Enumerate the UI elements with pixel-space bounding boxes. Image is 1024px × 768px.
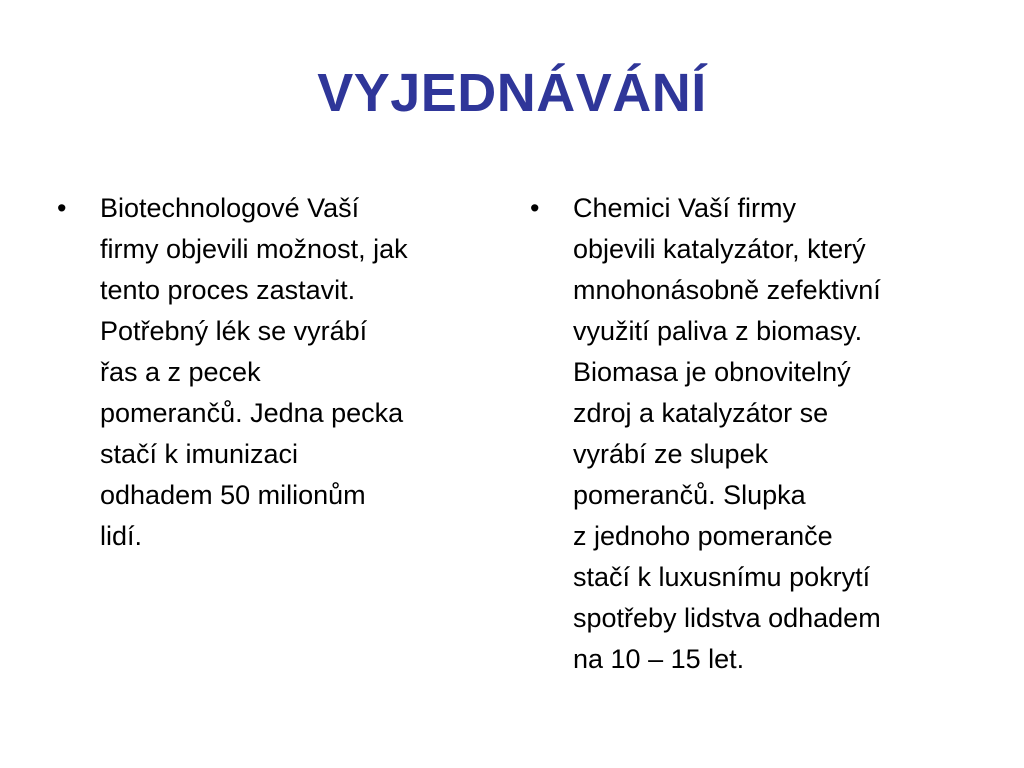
text-line: objevili katalyzátor, který — [573, 234, 866, 264]
text-line: vyrábí ze slupek — [573, 439, 769, 469]
bullet-item-left — [57, 188, 502, 557]
right-column — [530, 188, 970, 680]
text-line: na 10 – 15 let. — [573, 644, 745, 674]
text-line: z jednoho pomeranče — [573, 521, 833, 551]
text-line: pomerančů. Jedna pecka — [100, 398, 404, 428]
text-line: využití paliva z biomasy. — [573, 316, 863, 346]
text-line: řas a z pecek — [100, 357, 261, 387]
bullet-icon: • — [530, 193, 540, 223]
text-line: mnohonásobně zefektivní — [573, 275, 881, 305]
bullet-icon: • — [57, 193, 67, 223]
text-line: stačí k luxusnímu pokrytí — [573, 562, 871, 592]
text-line: Biotechnologové Vaší — [100, 193, 360, 223]
bullet-text-left — [100, 188, 502, 557]
text-line: stačí k imunizaci — [100, 439, 299, 469]
text-line: Biomasa je obnovitelný — [573, 357, 851, 387]
text-line: lidí. — [100, 521, 143, 551]
slide-title: VYJEDNÁVÁNÍ — [317, 63, 707, 123]
text-line: zdroj a katalyzátor se — [573, 398, 829, 428]
bullet-text-right — [573, 188, 970, 680]
text-line: odhadem 50 milionům — [100, 480, 366, 510]
bullet-item-right — [530, 188, 970, 680]
text-line: tento proces zastavit. — [100, 275, 356, 305]
text-line: Chemici Vaší firmy — [573, 193, 797, 223]
text-line: Potřebný lék se vyrábí — [100, 316, 368, 346]
text-line: spotřeby lidstva odhadem — [573, 603, 881, 633]
text-line: firmy objevili možnost, jak — [100, 234, 408, 264]
text-line: pomerančů. Slupka — [573, 480, 806, 510]
left-column — [57, 188, 502, 557]
